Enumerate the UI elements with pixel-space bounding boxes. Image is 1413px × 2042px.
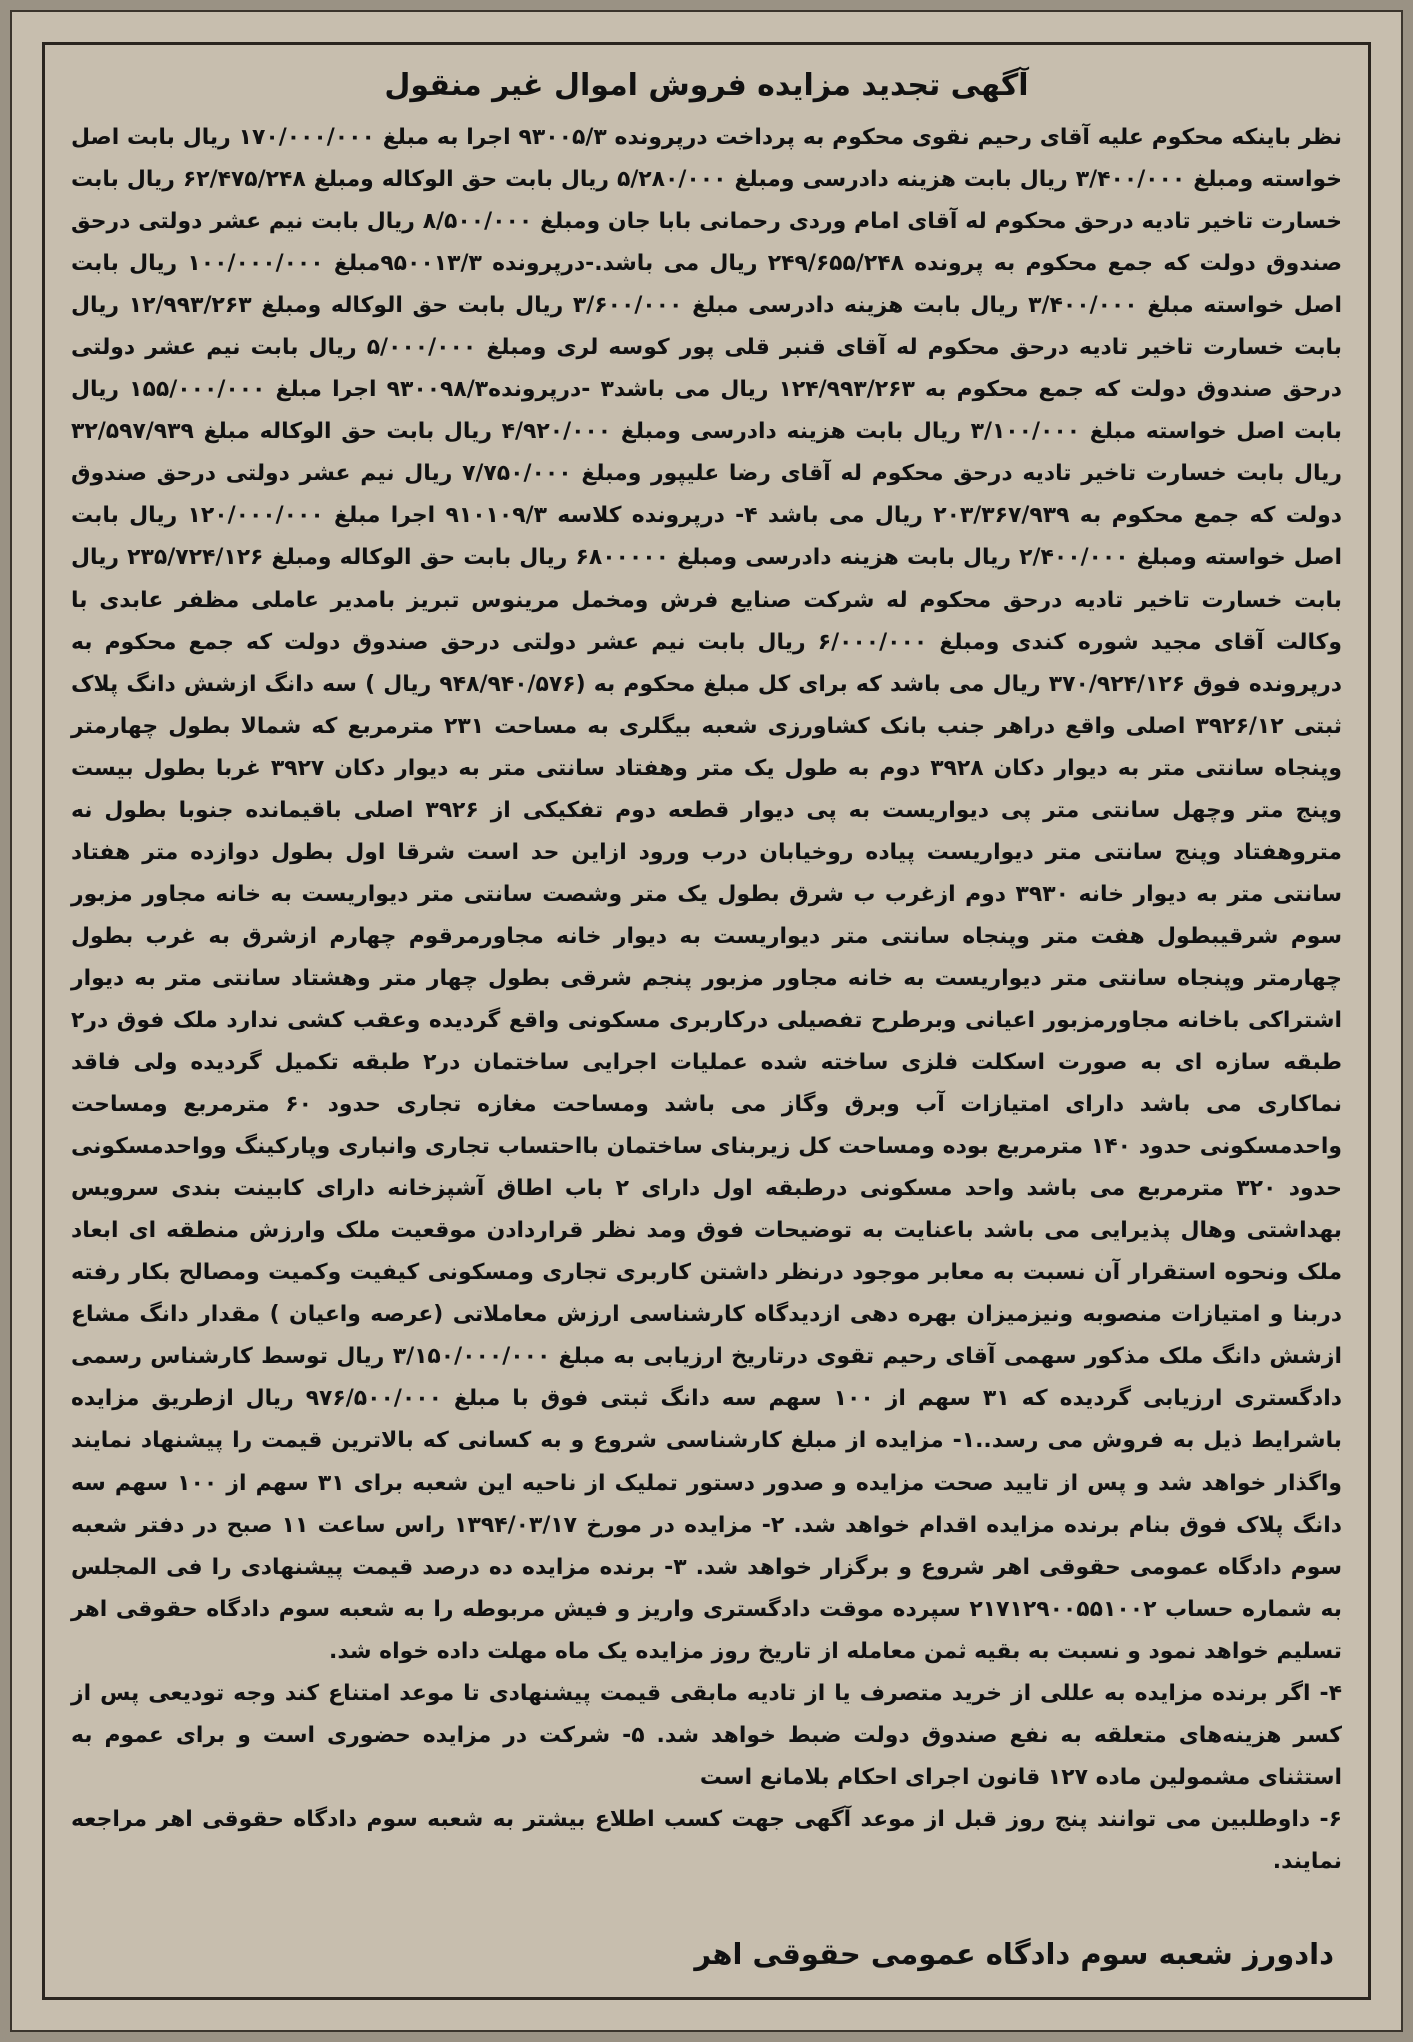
- announcement-body: [71, 117, 1342, 1883]
- announcement-title: آگهی تجدید مزایده فروش اموال غیر منقول: [384, 68, 1029, 103]
- newspaper-clipping: [10, 10, 1403, 2032]
- body-paragraph-main: نظر باینکه محکوم علیه آقای رحیم نقوی محکوم به پرداخت درپرونده ۹۳۰۰۵/۳ اجرا به مبلغ ۱۷۰/۰۰۰/۰۰۰ ریال بابت اصل خواسته ومبلغ ۳/۴۰۰/۰۰۰ ریال بابت هزینه دادرسی ومبلغ ۵/۲۸۰/۰۰۰ ریال بابت حق الوکاله ومبلغ ۶۲/۴۷۵/۲۴۸ ریال بابت خسارت تاخیر تادیه درحق محکوم له آقای امام وردی رحمانی بابا جان ومبلغ ۸/۵۰۰/۰۰۰ ریال بابت نیم عشر دولتی درحق صندوق دولت که جمع محکوم به پرونده ۲۴۹/۶۵۵/۲۴۸ ریال می باشد.-درپرونده ۹۵۰۰۱۳/۳مبلغ ۱۰۰/۰۰۰/۰۰۰ ریال بابت اصل خواسته مبلغ ۳/۴۰۰/۰۰۰ ریال بابت هزینه دادرسی مبلغ ۳/۶۰۰/۰۰۰ ریال بابت حق الوکاله ومبلغ ۱۲/۹۹۳/۲۶۳ ریال بابت خسارت تاخیر تادیه درحق محکوم له آقای قنبر قلی پور کوسه لری ومبلغ ۵/۰۰۰/۰۰۰ ریال بابت نیم عشر دولتی درحق صندوق دولت که جمع محکوم به ۱۲۴/۹۹۳/۲۶۳ ریال می باشد۳ -درپرونده۹۳۰۰۹۸/۳ اجرا مبلغ ۱۵۵/۰۰۰/۰۰۰ ریال بابت اصل خواسته مبلغ ۳/۱۰۰/۰۰۰ ریال بابت هزینه دادرسی ومبلغ ۴/۹۲۰/۰۰۰ ریال بابت حق الوکاله مبلغ ۳۲/۵۹۷/۹۳۹ ریال بابت خسارت تاخیر تادیه درحق محکوم له آقای رضا علیپور ومبلغ ۷/۷۵۰/۰۰۰ ریال نیم عشر دولتی درحق صندوق دولت که جمع محکوم به ۲۰۳/۳۶۷/۹۳۹ ریال می باشد ۴- درپرونده کلاسه ۹۱۰۱۰۹/۳ اجرا مبلغ ۱۲۰/۰۰۰/۰۰۰ ریال بابت اصل خواسته ومبلغ ۲/۴۰۰/۰۰۰ ریال بابت هزینه دادرسی ومبلغ ۶۸۰۰۰۰۰ ریال بابت حق الوکاله ومبلغ ۲۳۵/۷۲۴/۱۲۶ ریال بابت خسارت تاخیر تادیه درحق محکوم له شرکت صنایع فرش ومخمل مرینوس تبریز بامدیر عاملی مظفر عابدی با وکالت آقای مجید شوره کندی ومبلغ ۶/۰۰۰/۰۰۰ ریال بابت نیم عشر دولتی درحق صندوق دولت که جمع محکوم به درپرونده فوق ۳۷۰/۹۲۴/۱۲۶ ریال می باشد که برای کل مبلغ محکوم به (۹۴۸/۹۴۰/۵۷۶ ریال ) سه دانگ ازشش دانگ پلاک ثبتی ۳۹۲۶/۱۲ اصلی واقع دراهر جنب بانک کشاورزی شعبه بیگلری به مساحت ۲۳۱ مترمربع که شمالا بطول چهارمتر وپنجاه سانتی متر به دیوار دکان ۳۹۲۸ دوم به طول یک متر وهفتاد سانتی متر به دیوار دکان ۳۹۲۷ غربا بطول بیست وپنج متر وچهل سانتی متر پی دیواریست به پی دیوار قطعه دوم تفکیکی از ۳۹۲۶ اصلی باقیمانده جنوبا بطول نه متروهفتاد وپنج سانتی متر دیواریست پیاده روخیابان درب ورود ازاین حد است شرقا اول بطول دوازده متر هفتاد سانتی متر به دیوار خانه ۳۹۳۰ دوم ازغرب ب شرق بطول یک متر وشصت سانتی متر دیواریست به خانه مجاور مزبور سوم شرقیبطول هفت متر وپنجاه سانتی متر دیواریست به دیوار خانه مجاورمرقوم چهارم ازشرق به غرب بطول چهارمتر وپنجاه سانتی متر دیواریست به خانه مجاور مزبور پنجم شرقی بطول چهار متر وهشتاد سانتی متر به دیوار اشتراکی باخانه مجاورمزبور اعیانی وبرطرح تفصیلی درکاربری مسکونی واقع گردیده وعقب کشی ندارد ملک فوق در۲ طبقه سازه ای به صورت اسکلت فلزی ساخته شده عملیات اجرایی ساختمان در۲ طبقه تکمیل گردیده ولی فاقد نماکاری می باشد دارای امتیازات آب وبرق وگاز می باشد ومساحت مغازه تجاری حدود ۶۰ مترمربع ومساحت واحدمسکونی حدود ۱۴۰ مترمربع بوده ومساحت کل زیربنای ساختمان بااحتساب تجاری وانباری وپارکینگ وواحدمسکونی حدود ۳۲۰ مترمربع می باشد واحد مسکونی درطبقه اول دارای ۲ باب اطاق آشپزخانه دارای کابینت بندی سرویس بهداشتی وهال پذیرایی می باشد باعنایت به توضیحات فوق ومد نظر قراردادن موقعیت ملک وارزش منطقه ای ابعاد ملک ونحوه استقرار آن نسبت به معابر موجود درنظر داشتن کاربری تجاری ومسکونی کیفیت وکمیت ومصالح بکار رفته دربنا و امتیازات منصوبه ونیزمیزان بهره دهی ازدیدگاه کارشناسی ارزش معاملاتی (عرصه واعیان ) مقدار دانگ مشاع ازشش دانگ ملک مذکور سهمی آقای رحیم تقوی درتاریخ ارزیابی به مبلغ ۳/۱۵۰/۰۰۰/۰۰۰ ریال توسط کارشناس رسمی دادگستری ارزیابی گردیده که ۳۱ سهم از ۱۰۰ سهم سه دانگ ثبتی فوق با مبلغ ۹۷۶/۵۰۰/۰۰۰ ریال ازطریق مزایده باشرایط ذیل به فروش می رسد..۱- مزایده از مبلغ کارشناسی شروع و به کسانی که بالاترین قیمت را پیشنهاد نمایند واگذار خواهد شد و پس از تایید صحت مزایده و صدور دستور تملیک از ناحیه این شعبه برای ۳۱ سهم از ۱۰۰ سهم سه دانگ پلاک فوق بنام برنده مزایده اقدام خواهد شد. ۲- مزایده در مورخ ۱۳۹۴/۰۳/۱۷ راس ساعت ۱۱ صبح در دفتر شعبه سوم دادگاه عمومی حقوقی اهر شروع و برگزار خواهد شد. ۳- برنده مزایده ده درصد قیمت پیشنهادی را فی المجلس به شماره حساب ۲۱۷۱۲۹۰۰۵۵۱۰۰۲ سپرده موقت دادگستری واریز و فیش مربوطه را به شعبه سوم دادگاه حقوقی اهر تسلیم خواهد نمود و نسبت به بقیه ثمن معامله از تاریخ روز مزایده یک ماه مهلت داده خواه شد.: [71, 125, 1343, 1664]
- announcement-frame: [42, 42, 1371, 2000]
- body-paragraph-condition-6: ۶- داوطلبین می توانند پنج روز قبل از موعد آگهی جهت کسب اطلاع بیشتر به شعبه سوم دادگاه حقوقی اهر مراجعه نمایند.: [71, 1806, 1342, 1874]
- body-paragraph-condition-4-5: ۴- اگر برنده مزایده به عللی از خرید متصرف یا از تادیه مابقی قیمت پیشنهادی تا موعد امتناع کند وجه تودیعی پس از کسر هزینه‌های متعلقه به نفع صندوق دولت ضبط خواهد شد. ۵- شرکت در مزایده حضوری است و برای عموم به استثنای مشمولین ماده ۱۲۷ قانون اجرای احکام بلامانع است: [71, 1680, 1342, 1790]
- signature: دادورز شعبه سوم دادگاه عمومی حقوقی اهر: [694, 1937, 1334, 1971]
